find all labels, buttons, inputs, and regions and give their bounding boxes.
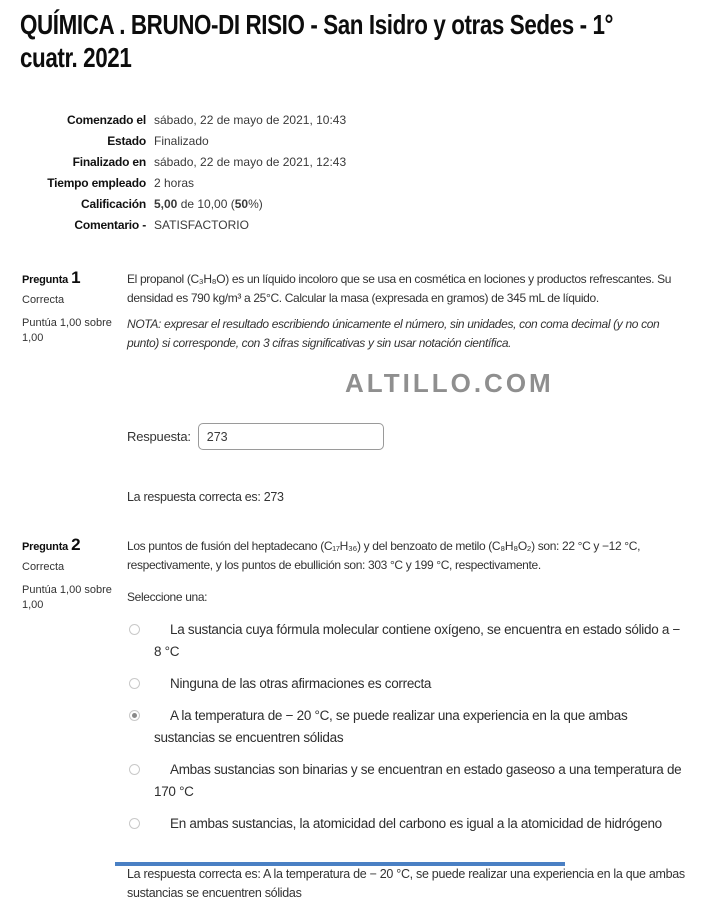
question2-info	[22, 535, 122, 613]
question1-state: Correcta	[22, 294, 65, 306]
option-3-text: A la temperatura de − 20 °C, se puede realizar una experiencia en la que ambas sustancias se encuentren sólidas	[154, 708, 628, 745]
grade-percent-close: %)	[248, 197, 263, 211]
question2-number: 2	[71, 535, 81, 554]
question1-points: Puntúa 1,00 sobre 1,00	[22, 317, 112, 344]
page-title-line1: QUÍMICA . BRUNO-DI RISIO - San Isidro y otras Sedes - 1°	[20, 9, 614, 40]
question2-state: Correcta	[22, 561, 65, 573]
option-2	[127, 673, 689, 695]
question1-label: Pregunta	[22, 274, 69, 286]
question2-label: Pregunta	[22, 541, 69, 553]
grade-value: 5,00	[154, 197, 178, 211]
altillo-watermark: ALTILLO.COM	[345, 368, 554, 398]
option-1	[127, 619, 689, 663]
question1-header	[22, 268, 122, 288]
page-title	[20, 8, 708, 74]
question1-feedback: La respuesta correcta es: 273	[127, 490, 284, 504]
question1-number: 1	[71, 268, 81, 287]
option-5	[127, 813, 689, 835]
summary-value-started: sábado, 22 de mayo de 2021, 10:43	[154, 113, 347, 127]
option-2-text: Ninguna de las otras afirmaciones es correcta	[170, 676, 432, 691]
summary-value-grade	[154, 194, 346, 215]
summary-label-grade: Calificación	[81, 197, 146, 211]
page-title-line2: cuatr. 2021	[20, 42, 132, 73]
summary-label-time: Tiempo empleado	[47, 176, 146, 190]
radio-button-icon[interactable]	[129, 624, 140, 635]
option-4-text: Ambas sustancias son binarias y se encuentran en estado gaseoso a una temperatura de 170 °C	[154, 762, 682, 799]
summary-label-finished: Finalizado en	[72, 155, 146, 169]
summary-value-state: Finalizado	[154, 134, 209, 148]
grade-out-of: de 10,00 (	[177, 197, 235, 211]
select-one-prompt: Seleccione una:	[127, 590, 208, 604]
radio-button-icon[interactable]	[129, 818, 140, 829]
answer-input[interactable]	[198, 423, 384, 450]
option-3	[127, 705, 689, 749]
answer-label: Respuesta:	[127, 429, 191, 444]
question2-points: Puntúa 1,00 sobre 1,00	[22, 584, 112, 611]
question2-content	[127, 537, 689, 903]
summary-label-comment: Comentario -	[74, 218, 146, 232]
question2-feedback: La respuesta correcta es: A la temperatura de − 20 °C, se puede realizar una experiencia en la que ambas sustancias se encuentren sólidas	[127, 867, 685, 900]
radio-button-selected-icon[interactable]	[129, 710, 140, 721]
question1-text: El propanol (C₃H₈O) es un líquido incoloro que se usa en cosmética en lociones y productos refrescantes. Su densidad es 790 kg/m³ a 25°C. Calcular la masa (expresada en gramos) de 345 mL de líquido.	[127, 272, 672, 305]
question1-answer-row	[127, 423, 689, 450]
question2-header	[22, 535, 122, 555]
summary-label-started: Comenzado el	[67, 113, 146, 127]
question2-text: Los puntos de fusión del heptadecano (C₁₇H₃₆) y del benzoato de metilo (C₈H₈O₂) son: 22 °C y −12 °C, respectivamente, y los puntos de ebullición son: 303 °C y 199 °C, respectivamente.	[127, 539, 641, 572]
question2-options	[127, 619, 689, 835]
bottom-blue-bar	[115, 862, 565, 866]
question1-note: NOTA: expresar el resultado escribiendo únicamente el número, sin unidades, con coma decimal (y no con punto) si corresponde, con 3 cifras significativas y sin usar notación científica.	[127, 317, 660, 350]
option-5-text: En ambas sustancias, la atomicidad del carbono es igual a la atomicidad de hidrógeno	[170, 816, 662, 831]
summary-label-state: Estado	[107, 134, 146, 148]
grade-percent: 50	[234, 197, 249, 211]
option-1-text: La sustancia cuya fórmula molecular contiene oxígeno, se encuentra en estado sólido a − 8 °C	[154, 622, 681, 659]
attempt-summary-table	[20, 110, 346, 236]
summary-value-comment: SATISFACTORIO	[154, 218, 249, 232]
question1-info	[22, 268, 122, 346]
radio-button-icon[interactable]	[129, 764, 140, 775]
radio-button-icon[interactable]	[129, 678, 140, 689]
option-4	[127, 759, 689, 803]
summary-value-time: 2 horas	[154, 176, 195, 190]
summary-value-finished: sábado, 22 de mayo de 2021, 12:43	[154, 155, 347, 169]
